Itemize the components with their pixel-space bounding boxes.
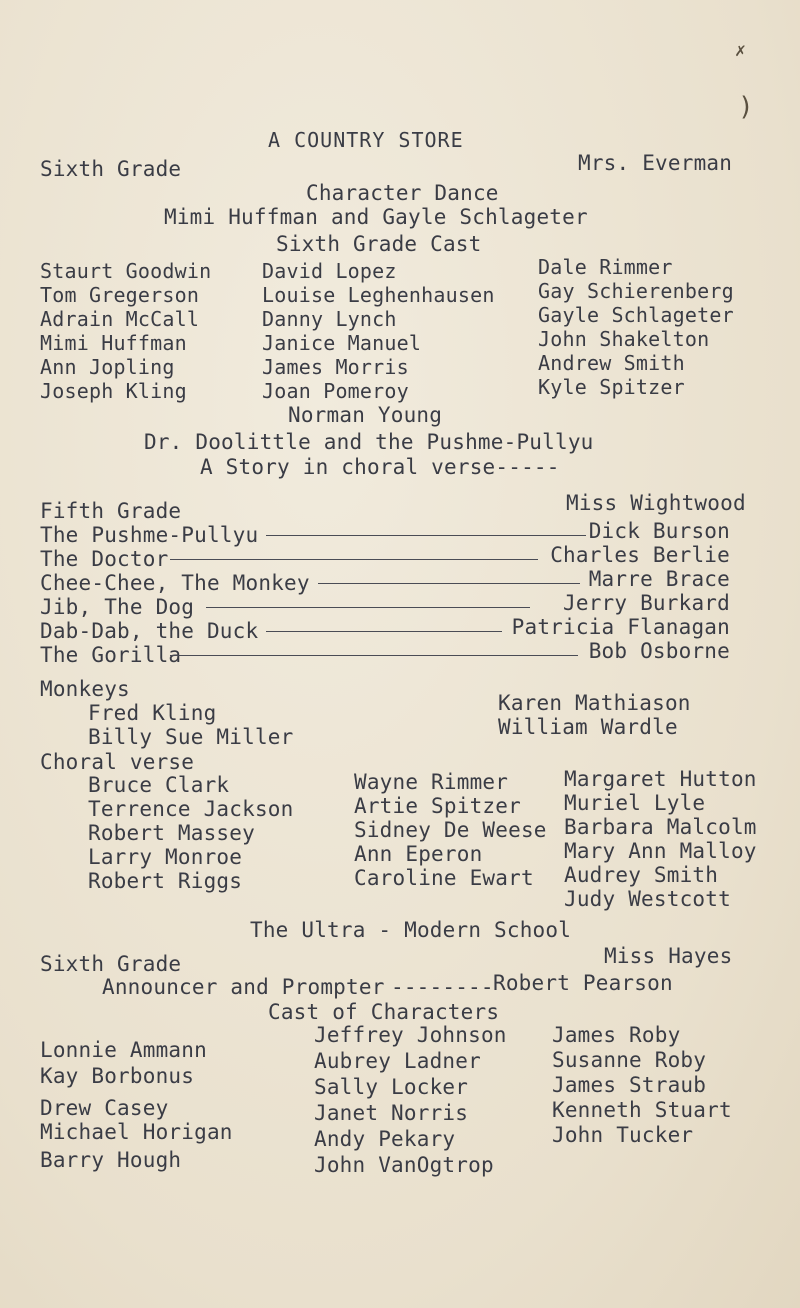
choral-member: Sidney De Weese [354,818,547,842]
cast-member: Drew Casey [40,1096,169,1120]
choral-member: Ann Eperon [354,842,483,866]
choral-member: Larry Monroe [88,845,243,869]
section3-title: The Ultra - Modern School [250,918,572,942]
role-actor: Marre Brace [588,567,730,591]
section2-title: Dr. Doolittle and the Pushme-Pullyu [144,430,594,454]
monkey-member: William Wardle [498,715,678,739]
cast-member: Tom Gregerson [40,283,200,307]
role-leader [206,607,530,608]
section1-act: Character Dance [306,181,499,205]
announcer-role: Announcer and Prompter [102,975,385,999]
announcer-name: Robert Pearson [493,971,673,995]
announcer-dashes: -------- [391,975,494,999]
role-leader [170,655,578,656]
cast-member: Staurt Goodwin [40,259,212,283]
role-name: Dab-Dab, the Duck [40,619,259,643]
cast-member: Dale Rimmer [538,255,673,279]
section3-cast-heading: Cast of Characters [268,1000,500,1024]
section2-grade: Fifth Grade [40,499,182,523]
section2-subtitle: A Story in choral verse----- [200,455,560,479]
choral-member: Caroline Ewart [354,866,534,890]
cast-member: Kay Borbonus [40,1064,195,1088]
role-actor: Patricia Flanagan [511,615,730,639]
role-name: Jib, The Dog [40,595,195,619]
section1-grade: Sixth Grade [40,157,182,181]
cast-member: Joseph Kling [40,379,187,403]
choral-member: Bruce Clark [88,773,230,797]
choral-member: Audrey Smith [564,863,719,887]
role-name: The Doctor [40,547,169,571]
role-leader [266,535,586,536]
choral-member: Terrence Jackson [88,797,294,821]
role-actor: Dick Burson [588,519,730,543]
choral-member: Barbara Malcolm [564,815,757,839]
monkey-member: Karen Mathiason [498,691,691,715]
program-title: A COUNTRY STORE [268,128,464,152]
choral-member: Judy Westcott [564,887,731,911]
cast-member: Andrew Smith [538,351,685,375]
choral-member: Mary Ann Malloy [564,839,757,863]
cast-member: Sally Locker [314,1075,469,1099]
role-actor: Charles Berlie [550,543,730,567]
role-name: Chee-Chee, The Monkey [40,571,310,595]
monkey-member: Fred Kling [88,701,217,725]
cast-member: Jeffrey Johnson [314,1023,507,1047]
cast-member: Louise Leghenhausen [262,283,495,307]
role-leader [266,631,502,632]
cast-member: John VanOgtrop [314,1153,494,1177]
cast-member: John Shakelton [538,327,710,351]
role-actor: Bob Osborne [588,639,730,663]
cast-member: Ann Jopling [40,355,175,379]
cast-member: Danny Lynch [262,307,397,331]
role-leader [318,583,580,584]
cast-member: Janet Norris [314,1101,469,1125]
choral-member: Robert Massey [88,821,255,845]
section1-cast-heading: Sixth Grade Cast [276,232,482,256]
choral-member: Wayne Rimmer [354,770,509,794]
role-name: The Gorilla [40,643,182,667]
monkeys-heading: Monkeys [40,677,130,701]
cast-member: Susanne Roby [552,1048,707,1072]
choral-member: Robert Riggs [88,869,243,893]
cast-member: Kyle Spitzer [538,375,685,399]
role-name: The Pushme-Pullyu [40,523,259,547]
cast-member: David Lopez [262,259,397,283]
choral-heading: Choral verse [40,750,195,774]
ink-mark: ✗ [735,40,746,61]
cast-member: Gay Schierenberg [538,279,734,303]
cast-member: Barry Hough [40,1148,182,1172]
section1-cast-last: Norman Young [288,403,443,427]
cast-member: James Straub [552,1073,707,1097]
monkey-member: Billy Sue Miller [88,725,294,749]
cast-member: Michael Horigan [40,1120,233,1144]
cast-member: Joan Pomeroy [262,379,409,403]
section3-teacher: Miss Hayes [604,944,733,968]
section1-dancers: Mimi Huffman and Gayle Schlageter [164,205,588,229]
section2-teacher: Miss Wightwood [566,491,746,515]
cast-member: Janice Manuel [262,331,422,355]
choral-member: Margaret Hutton [564,767,757,791]
cast-member: Gayle Schlageter [538,303,734,327]
cast-member: Kenneth Stuart [552,1098,732,1122]
cast-member: James Morris [262,355,409,379]
ink-mark: ) [738,92,754,122]
cast-member: James Roby [552,1023,681,1047]
cast-member: Aubrey Ladner [314,1049,481,1073]
role-leader [170,559,538,560]
role-actor: Jerry Burkard [563,591,730,615]
cast-member: Andy Pekary [314,1127,456,1151]
choral-member: Artie Spitzer [354,794,521,818]
cast-member: Mimi Huffman [40,331,187,355]
section1-teacher: Mrs. Everman [578,151,733,175]
cast-member: John Tucker [552,1123,694,1147]
cast-member: Lonnie Ammann [40,1038,207,1062]
section3-grade: Sixth Grade [40,952,182,976]
cast-member: Adrain McCall [40,307,200,331]
choral-member: Muriel Lyle [564,791,706,815]
